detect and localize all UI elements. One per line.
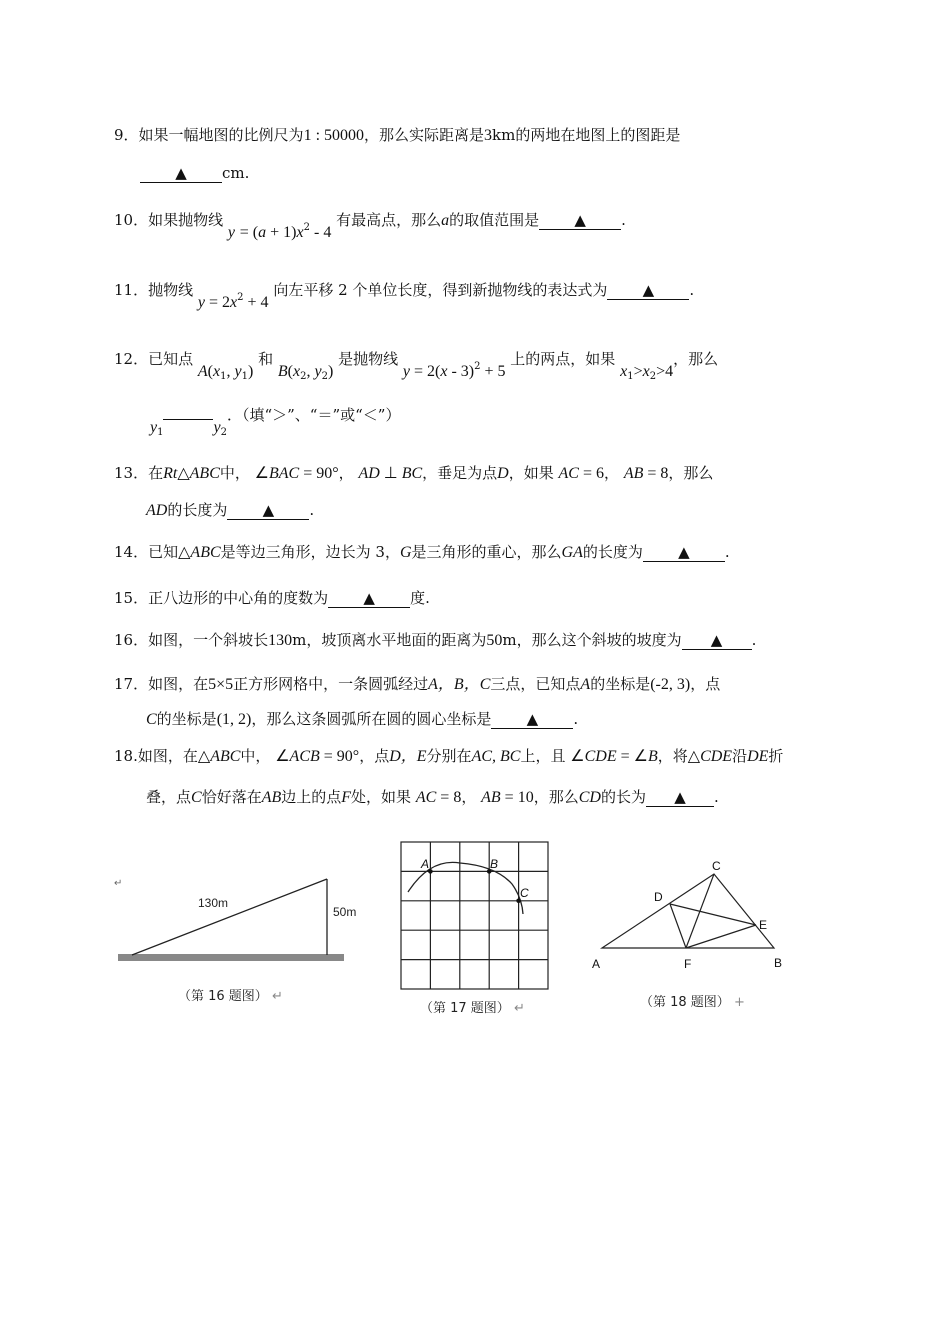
answer-blank-13[interactable]: ▲ bbox=[227, 501, 309, 520]
point-A: $A(x_1$, $y_1$) bbox=[197, 363, 254, 382]
angle-ACB: ∠ACB = 90° bbox=[275, 748, 360, 765]
svg-text:B: B bbox=[774, 956, 783, 970]
question-15: 15．正八边形的中心角的度数为 ▲ 度. bbox=[114, 589, 430, 607]
caption-16: （第 16 题图） ↵ bbox=[178, 989, 283, 1004]
ground bbox=[118, 954, 344, 961]
length-AB: AB = 8 bbox=[623, 465, 669, 482]
svg-text:B: B bbox=[490, 857, 499, 871]
return-mark-icon: ↵ bbox=[114, 878, 123, 889]
svg-text:C: C bbox=[712, 859, 721, 873]
formula-parabola-12: y = 2(x - 3)$^2$ + 5 bbox=[402, 361, 506, 380]
question-18: 18.如图，在△ABC中， ∠ACB = 90°，点D，E分别在AC, BC上，且 ∠CDE = ∠B，将△CDE沿DE折 bbox=[114, 747, 784, 765]
height-label: 50m bbox=[333, 905, 357, 919]
formula-parabola-11: $y = 2x^2 + 4$ bbox=[197, 292, 269, 311]
question-9: 9．如果一幅地图的比例尺为1 : 50000，那么实际距离是3km的两地在地图上的图距是 bbox=[114, 126, 681, 144]
svg-text:A: A bbox=[592, 957, 601, 971]
length-AC-18: AC = 8 bbox=[415, 789, 462, 806]
svg-text:E: E bbox=[759, 918, 768, 932]
question-12: 12．已知点 $A(x_1$, $y_1$) 和 $B(x_2$, $y_2$) 是抛物线 y = 2(x - 3)$^2$ + 5 上的两点，如果 $x_1>x_2>4$，那么 bbox=[114, 350, 719, 382]
answer-blank-11[interactable]: ▲ bbox=[607, 281, 689, 300]
question-17-line2: C的坐标是(1, 2)，那么这条圆弧所在圆的圆心坐标是 ▲ . bbox=[146, 710, 579, 728]
angle-BAC: ∠BAC = 90° bbox=[254, 465, 339, 482]
answer-blank-18[interactable]: ▲ bbox=[646, 788, 714, 807]
svg-text:F: F bbox=[684, 957, 692, 971]
line-EF bbox=[686, 925, 756, 948]
caption-17: （第 17 题图） ↵ bbox=[420, 1001, 525, 1016]
figure-16-slope bbox=[110, 870, 357, 970]
svg-text:D: D bbox=[654, 890, 663, 904]
question-13: 13．在Rt△ABC中， ∠BAC = 90°， AD ⊥ BC，垂足为点D，如果 AC = 6， AB = 8，那么 bbox=[114, 464, 714, 482]
question-10: 10．如果抛物线 $y = (a + 1)x^2 - 4$ 有最高点，那么a的取值范围是 ▲ . bbox=[114, 211, 626, 241]
angle-CDE: ∠CDE = ∠B bbox=[570, 748, 658, 765]
triangle-ABC bbox=[602, 874, 774, 948]
line-CF bbox=[686, 874, 714, 948]
slope-label: 130m bbox=[198, 896, 229, 910]
figure-17-grid bbox=[390, 836, 560, 991]
question-12-line2: $y_1$ $y_2$．（填“＞”、“＝”或“＜”） bbox=[150, 406, 401, 438]
answer-blank-15[interactable]: ▲ bbox=[328, 589, 410, 608]
answer-blank-9[interactable]: ▲ bbox=[140, 164, 222, 183]
figure-18-triangle bbox=[588, 856, 800, 976]
line-DF bbox=[670, 904, 686, 948]
question-18-line2: 叠，点C恰好落在AB边上的点F处，如果 AC = 8， AB = 10，那么CD的长为 ▲ . bbox=[146, 788, 719, 806]
question-9-line2: ▲ cm. bbox=[140, 162, 870, 184]
length-AC: AC = 6 bbox=[558, 465, 605, 482]
question-13-line2: AD的长度为 ▲ . bbox=[146, 501, 315, 519]
answer-blank-17[interactable]: ▲ bbox=[491, 710, 573, 729]
answer-blank-12[interactable] bbox=[163, 419, 213, 420]
length-AB-18: AB = 10 bbox=[481, 789, 534, 806]
perp-AD-BC: AD ⊥ BC bbox=[358, 465, 423, 482]
question-17: 17．如图，在5×5正方形网格中，一条圆弧经过A，B，C三点，已知点A的坐标是(-2, 3)，点 bbox=[114, 675, 721, 693]
answer-blank-16[interactable]: ▲ bbox=[682, 631, 752, 650]
formula-parabola-10: $y = (a + 1)x^2 - 4$ bbox=[227, 222, 332, 241]
question-16: 16．如图，一个斜坡长130m，坡顶离水平地面的距离为50m，那么这个斜坡的坡度为 ▲ . bbox=[114, 631, 757, 649]
slope-line bbox=[132, 879, 327, 955]
condition-12: $x_1>x_2>4$ bbox=[620, 363, 674, 382]
answer-blank-14[interactable]: ▲ bbox=[643, 543, 725, 562]
answer-blank-10[interactable]: ▲ bbox=[539, 211, 621, 230]
question-14: 14．已知△ABC是等边三角形，边长为 3，G是三角形的重心，那么GA的长度为 ▲ . bbox=[114, 543, 730, 561]
line-DE bbox=[670, 904, 756, 925]
svg-text:A: A bbox=[421, 857, 430, 871]
caption-18: （第 18 题图） + bbox=[640, 995, 745, 1010]
svg-text:C: C bbox=[520, 886, 529, 900]
question-11: 11．抛物线 $y = 2x^2 + 4$ 向左平移 2 个单位长度，得到新抛物线的表达式为 ▲ . bbox=[114, 281, 695, 311]
point-B: $B(x_2$, $y_2$) bbox=[277, 363, 334, 382]
